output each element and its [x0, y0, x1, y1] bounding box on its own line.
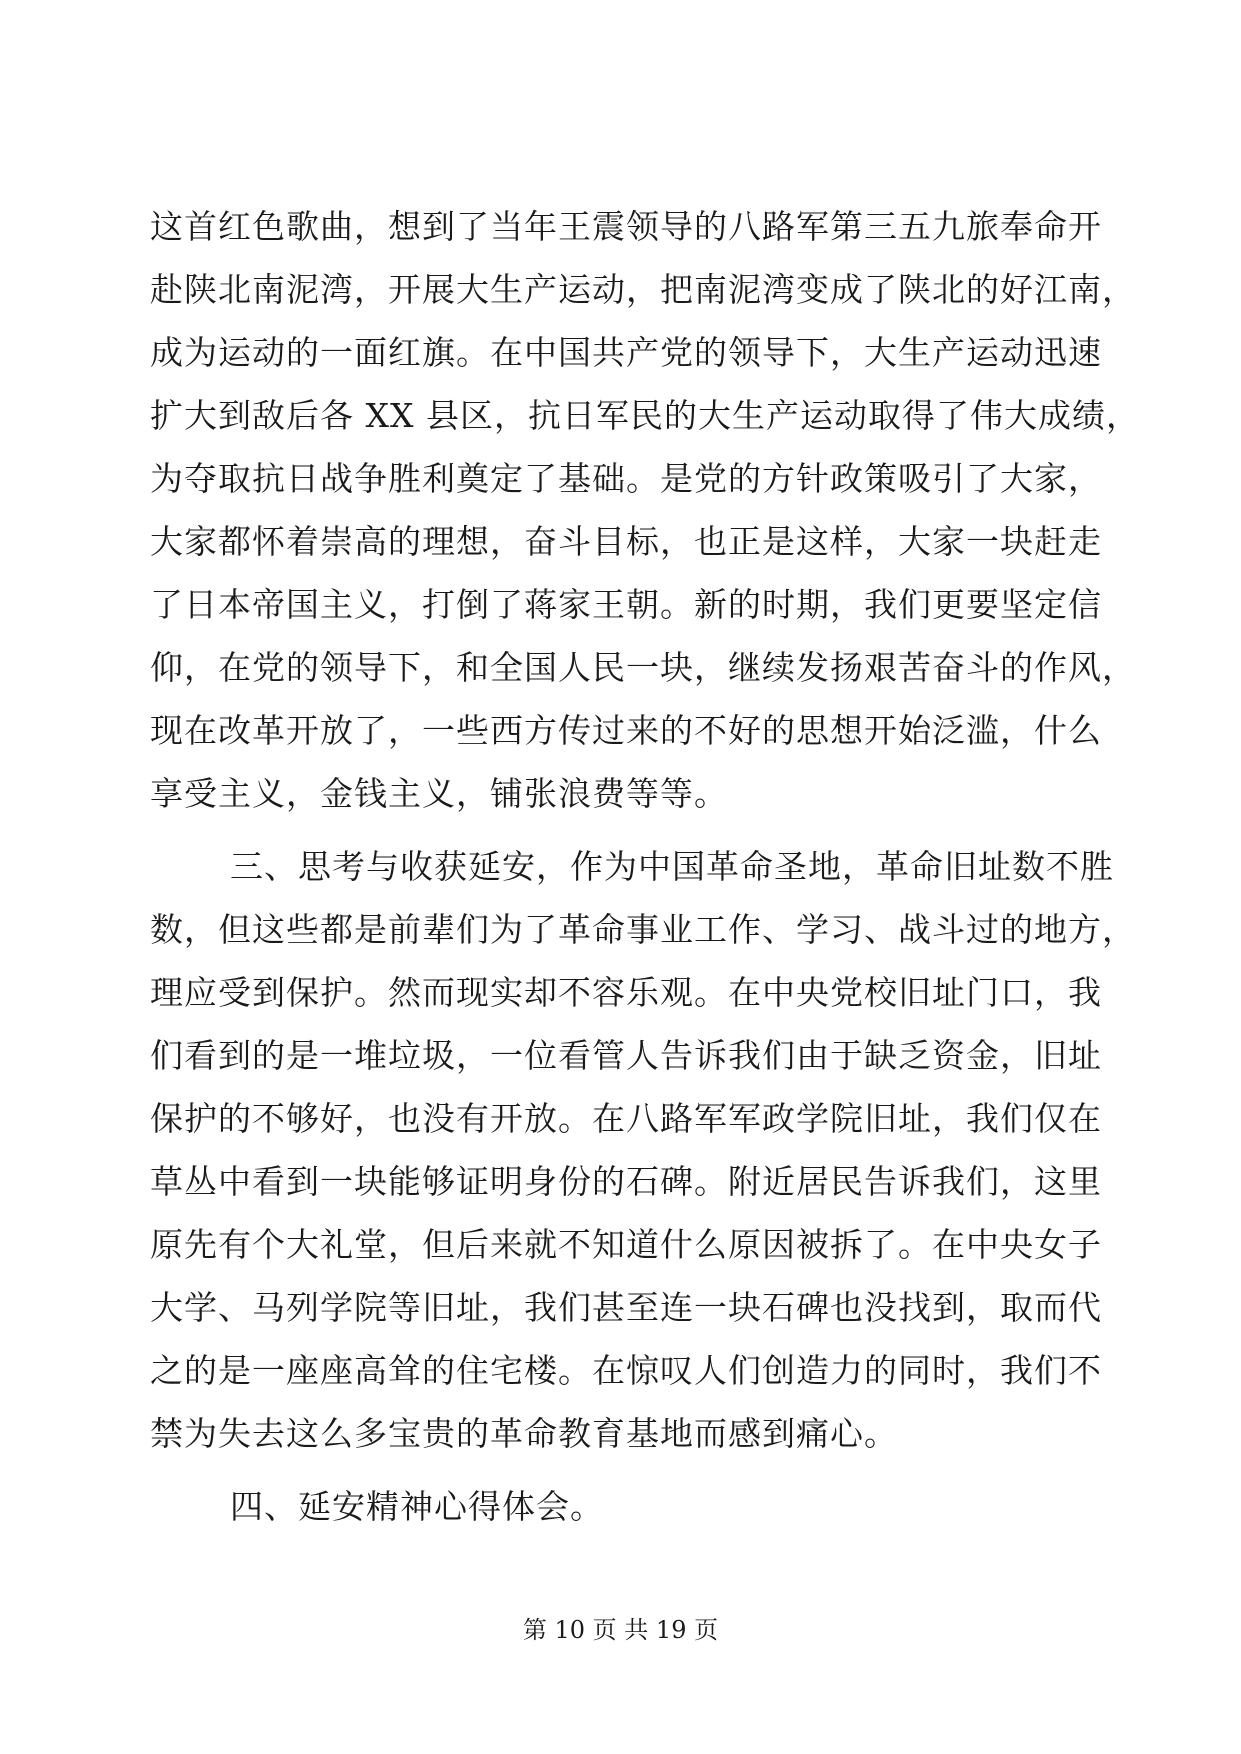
- text-line: 禁为失去这么多宝贵的革命教育基地而感到痛心。: [150, 1414, 898, 1453]
- text-line: 三、思考与收获延安，作为中国革命圣地，革命旧址数不胜: [230, 847, 1114, 886]
- text-line: 扩大到敌后各 XX 县区，抗日军民的大生产运动取得了伟大成绩，: [150, 396, 1140, 435]
- text-line: 们看到的是一堆垃圾，一位看管人告诉我们由于缺乏资金，旧址: [150, 1036, 1102, 1075]
- text-line: 享受主义，金钱主义，铺张浪费等等。: [150, 774, 728, 813]
- text-line: 这首红色歌曲，想到了当年王震领导的八路军第三五九旅奉命开: [150, 207, 1102, 246]
- text-line: 仰，在党的领导下，和全国人民一块，继续发扬艰苦奋斗的作风，: [150, 648, 1136, 687]
- text-line: 了日本帝国主义，打倒了蒋家王朝。新的时期，我们更要坚定信: [150, 585, 1102, 624]
- text-line: 现在改革开放了，一些西方传过来的不好的思想开始泛滥，什么: [150, 711, 1102, 750]
- text-line: 为夺取抗日战争胜利奠定了基础。是党的方针政策吸引了大家，: [150, 459, 1102, 498]
- text-line: 赴陕北南泥湾，开展大生产运动，把南泥湾变成了陕北的好江南，: [150, 270, 1136, 309]
- text-line: 之的是一座座高耸的住宅楼。在惊叹人们创造力的同时，我们不: [150, 1351, 1102, 1390]
- text-line: 草丛中看到一块能够证明身份的石碑。附近居民告诉我们，这里: [150, 1162, 1102, 1201]
- paragraph: [150, 1475, 1085, 1538]
- paragraph: [150, 195, 1140, 825]
- text-line: 数，但这些都是前辈们为了革命事业工作、学习、战斗过的地方，: [150, 910, 1136, 949]
- paragraph-gap: [150, 1465, 1085, 1475]
- document-body: [150, 195, 1140, 1538]
- text-line: 原先有个大礼堂，但后来就不知道什么原因被拆了。在中央女子: [150, 1225, 1102, 1264]
- text-line: 四、延安精神心得体会。: [230, 1487, 604, 1526]
- page-number-footer: 第 10 页 共 19 页: [522, 1616, 719, 1644]
- text-line: 成为运动的一面红旗。在中国共产党的领导下，大生产运动迅速: [150, 333, 1102, 372]
- paragraph: [150, 835, 1136, 1465]
- text-line: 理应受到保护。然而现实却不容乐观。在中央党校旧址门口，我: [150, 973, 1102, 1012]
- text-line: 保护的不够好，也没有开放。在八路军军政学院旧址，我们仅在: [150, 1099, 1102, 1138]
- text-line: 大家都怀着崇高的理想，奋斗目标，也正是这样，大家一块赶走: [150, 522, 1102, 561]
- paragraph-gap: [150, 825, 1085, 835]
- text-line: 大学、马列学院等旧址，我们甚至连一块石碑也没找到，取而代: [150, 1288, 1102, 1327]
